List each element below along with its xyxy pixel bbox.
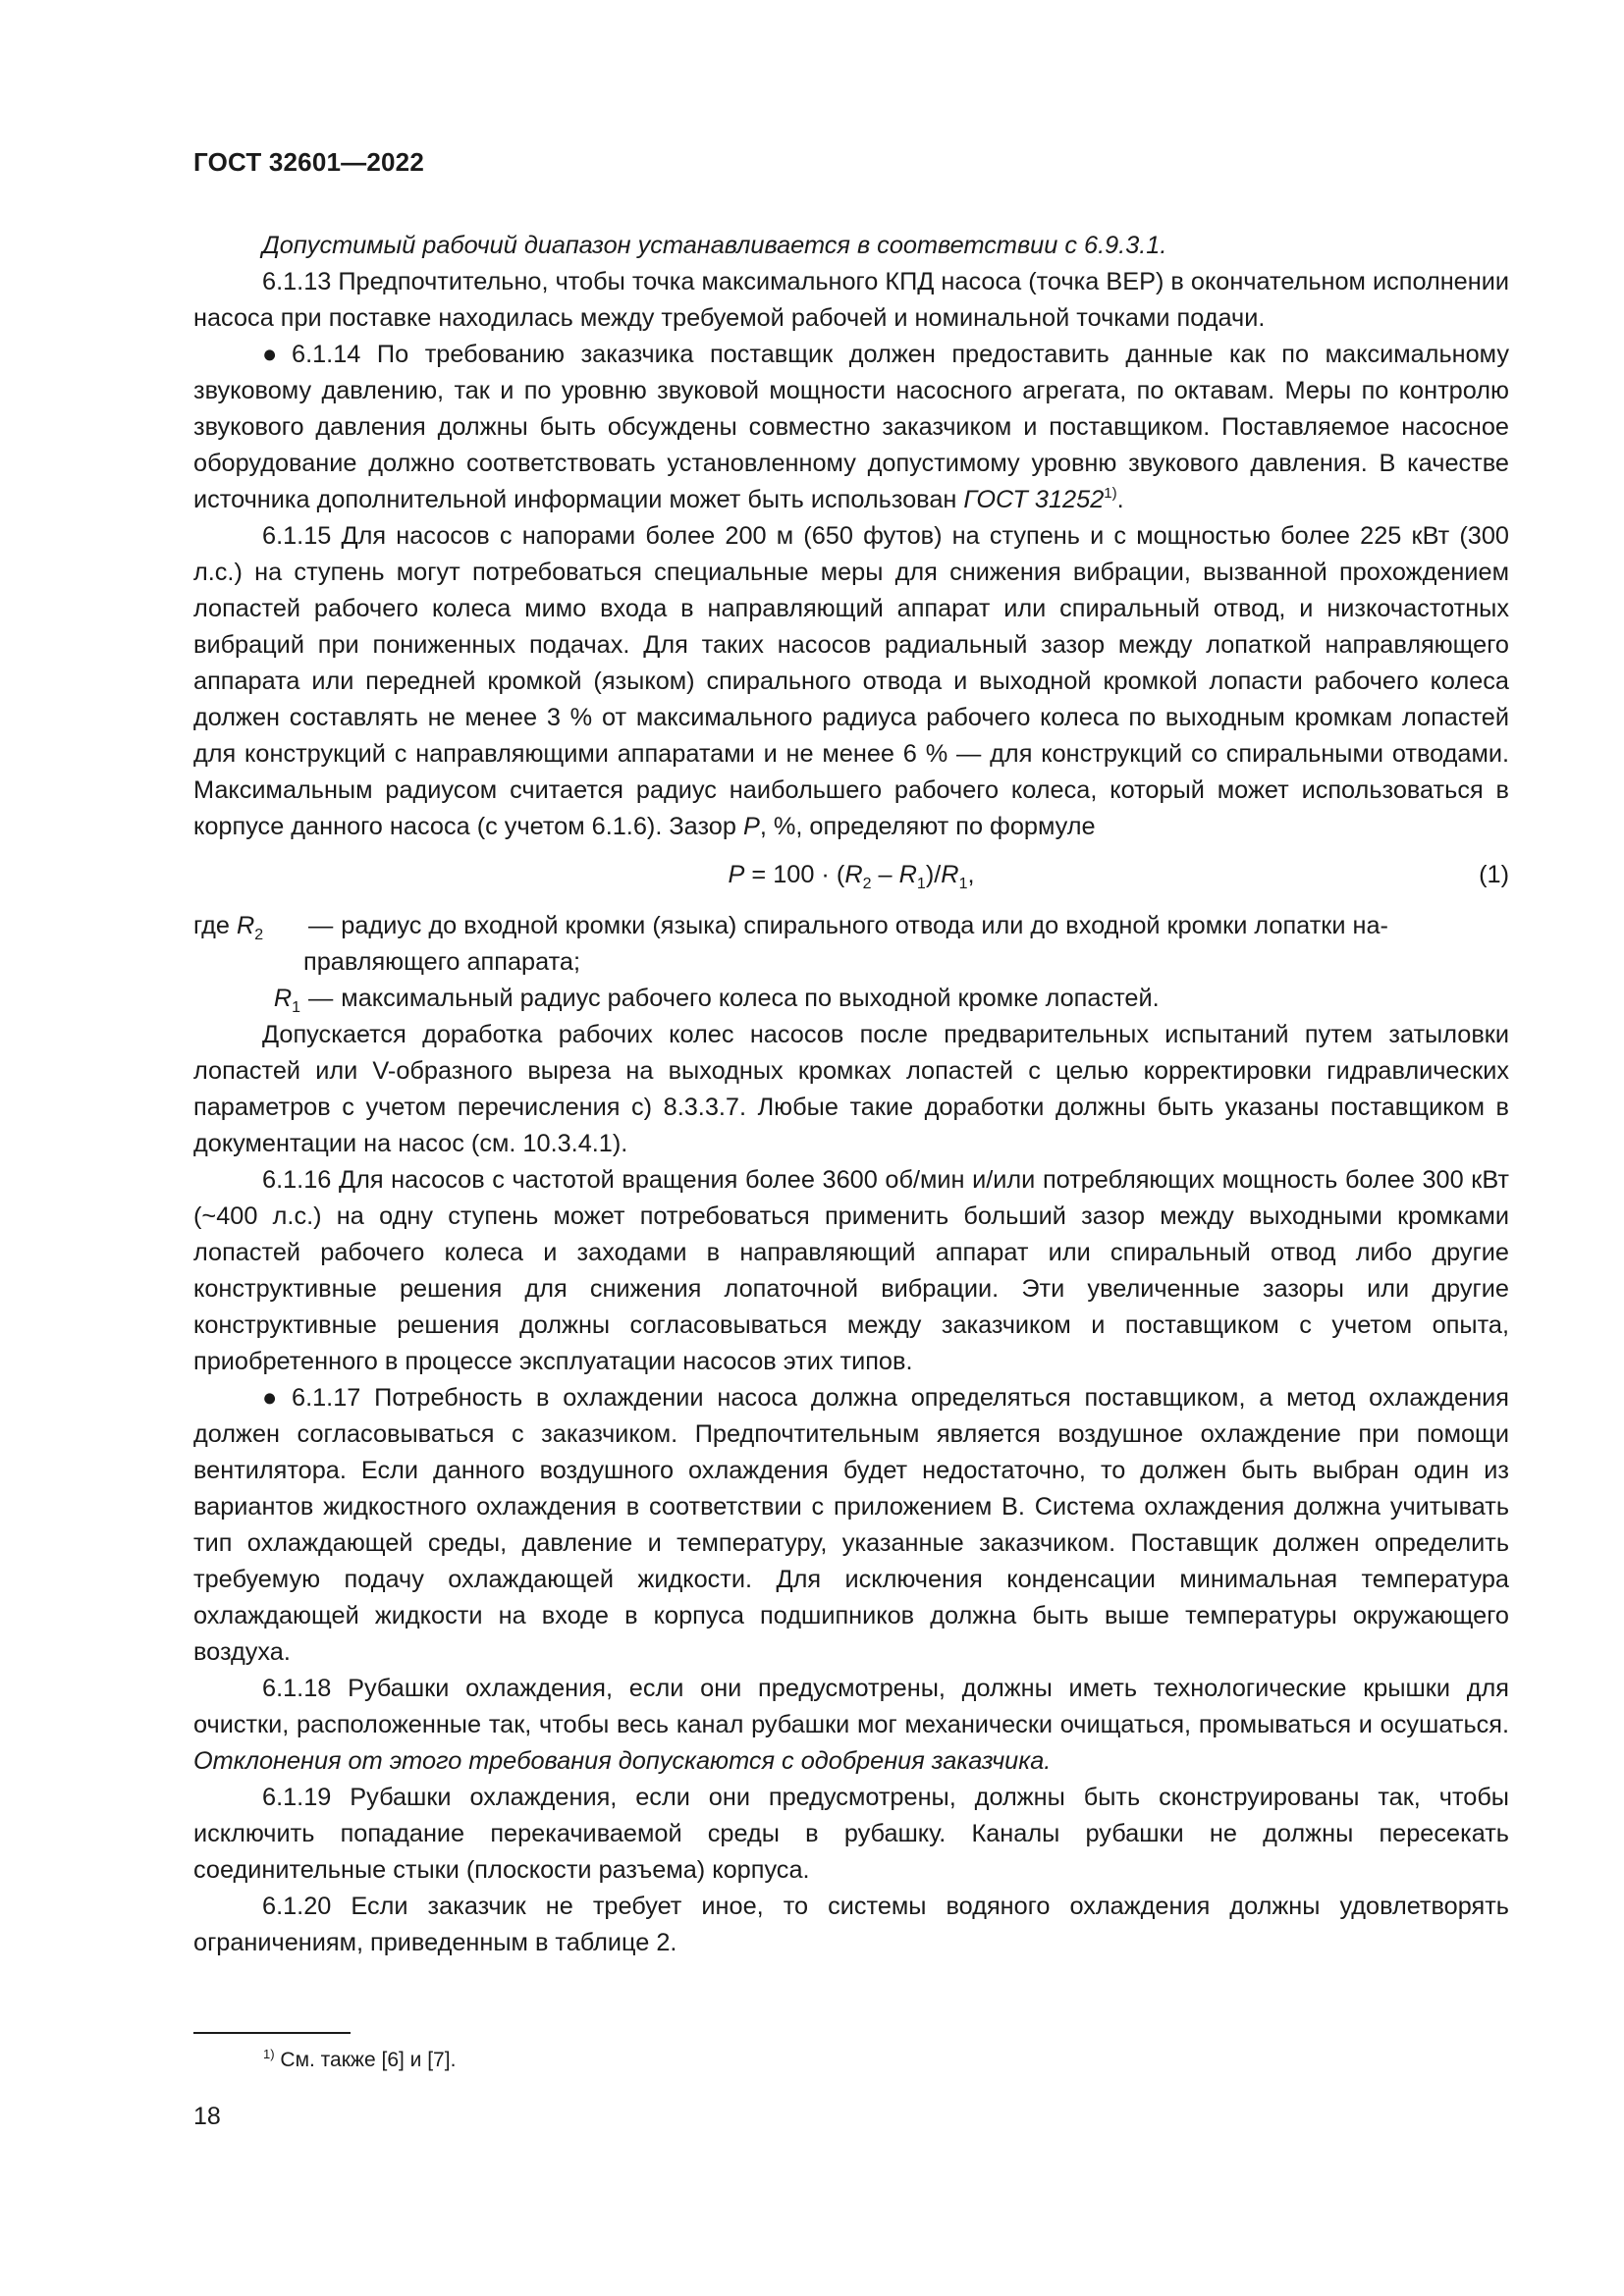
paragraph-text: 6.1.17 Потребность в охлаждении насоса должна определяться поставщиком, а метод охлаждения должен согласовываться с заказчиком. Предпочтительным является воздушное охлаждение при помощи вентилятора. Если данного воздушного охлаждения будет недостаточно, то должен быть выбран один из вариантов жидкостного охлаждения в соответствии с приложением В. Система охлаждения должна учитывать тип охлаждающей среды, давление и температуру, указанные заказчиком. Поставщик должен определить требуемую подачу охлаждающей жидкости. Для исключения конденсации минимальная температура охлаждающей жидкости на входе в корпуса подшипников должна быть выше температуры окружающего воздуха.	[193, 1384, 1509, 1666]
paragraph-text-end: , %, определяют по формуле	[759, 813, 1096, 840]
bullet-icon: ●	[262, 1384, 278, 1412]
equation-number: (1)	[1479, 861, 1509, 888]
deviation-note: Отклонения от этого требования допускаются с одобрения заказчика.	[193, 1747, 1052, 1775]
paragraph-text: 6.1.14 По требованию заказчика поставщик должен предоставить данные как по максимальному звуковому давлению, так и по уровню звуковой мощности насосного агрегата, по октавам. Меры по контролю звукового давления должны быть обсуждены совместно заказчиком и поставщиком. Поставляемое насосное оборудование должно соответствовать установленному допустимому уровню звукового давления. В качестве источника дополнительной информации может быть использован	[193, 341, 1509, 513]
paragraph-6-1-19: 6.1.19 Рубашки охлаждения, если они предусмотрены, должны быть сконструированы так, чтобы исключить попадание перекачиваемой среды в рубашку. Каналы рубашки не должны пересекать соединительные стыки (плоскости разъема) корпуса.	[193, 1784, 1509, 1884]
bullet-icon: ●	[262, 341, 278, 368]
footnote-divider	[193, 2032, 351, 2034]
paragraph-rework: Допускается доработка рабочих колес насосов после предварительных испытаний путем затыловки лопастей или V-образного выреза на выходных кромках лопастей с целью корректировки гидравлических параметров с учетом перечисления с) 8.3.3.7. Любые такие доработки должны быть указаны поставщиком в документации на насос (см. 10.3.4.1).	[193, 1021, 1509, 1157]
footnote	[263, 2047, 456, 2074]
standard-reference: ГОСТ 31252	[963, 486, 1105, 513]
paragraph-end: .	[1116, 486, 1124, 513]
paragraph-6-1-14	[193, 337, 1509, 518]
paragraph-6-1-16: 6.1.16 Для насосов с частотой вращения более 3600 об/мин и/или потребляющих мощность более 300 кВт (~400 л.с.) на одну ступень может потребоваться применить больший зазор между выходными кромками лопастей рабочего колеса и заходами в направляющий аппарат или спиральный отвод либо другие конструктивные решения для снижения лопаточной вибрации. Эти увеличенные зазоры или другие конструктивные решения должны согласовываться между заказчиком и поставщиком с учетом опыта, приобретенного в процессе эксплуатации насосов этих типов.	[193, 1166, 1509, 1375]
formula-expression: $P = 100 \cdot (R_2 - R_1)/R_1$,	[728, 861, 975, 892]
formula-1	[193, 855, 1509, 896]
paragraph-6-1-17	[193, 1380, 1509, 1671]
paragraph-6-1-18	[193, 1671, 1509, 1780]
footnote-marker: 1)	[1104, 485, 1117, 502]
paragraph-6-1-13: 6.1.13 Предпочтительно, чтобы точка максимального КПД насоса (точка ВЕР) в окончательном исполнении насоса при поставке находилась между требуемой рабочей и номинальной точками подачи.	[193, 268, 1509, 332]
paragraph-6-1-20: 6.1.20 Если заказчик не требует иное, то системы водяного охлаждения должны удовлетворять ограничениям, приведенным в таблице 2.	[193, 1893, 1509, 1956]
page-number: 18	[193, 2103, 221, 2130]
paragraph-operating-range: Допустимый рабочий диапазон устанавливается в соответствии с 6.9.3.1.	[262, 232, 1167, 259]
document-body	[193, 228, 1509, 1961]
footnote-text: См. также [6] и [7].	[274, 2049, 457, 2071]
paragraph-text: 6.1.15 Для насосов с напорами более 200 м (650 футов) на ступень и с мощностью более 225 кВт (300 л.с.) на ступень могут потребоваться специальные меры для снижения вибрации, вызванной прохождением лопастей рабочего колеса мимо входа в направляющий аппарат или спиральный отвод, и низкочастотных вибраций при пониженных подачах. Для таких насосов радиальный зазор между лопаткой направляющего аппарата или передней кромкой (языком) спирального отвода и выходной кромкой лопасти рабочего колеса должен составлять не менее 3 % от максимального радиуса рабочего колеса по выходным кромкам лопастей для конструкций с направляющими аппаратами и не менее 6 % — для конструкций со спиральными отводами. Максимальным радиусом считается радиус наибольшего рабочего колеса, который может использоваться в корпусе данного насоса (с учетом 6.1.6). Зазор	[193, 522, 1509, 840]
where-clause-r2: где $R_2$ — радиус до входной кромки (языка) спирального отвода или до входной кромки лопатки на- правляющего аппарата;	[193, 912, 1388, 976]
paragraph-6-1-15	[193, 518, 1509, 845]
where-clause-r1: $R_1$ — максимальный радиус рабочего колеса по выходной кромке лопастей.	[273, 985, 1160, 1016]
document-header: ГОСТ 32601—2022	[193, 147, 424, 177]
paragraph-text: 6.1.18 Рубашки охлаждения, если они предусмотрены, должны иметь технологические крышки для очистки, расположенные так, чтобы весь канал рубашки мог механически очищаться, промываться и осушаться.	[193, 1675, 1509, 1738]
variable-p: P	[742, 813, 760, 840]
where-label: где	[193, 912, 230, 939]
footnote-marker: 1)	[263, 2047, 275, 2061]
